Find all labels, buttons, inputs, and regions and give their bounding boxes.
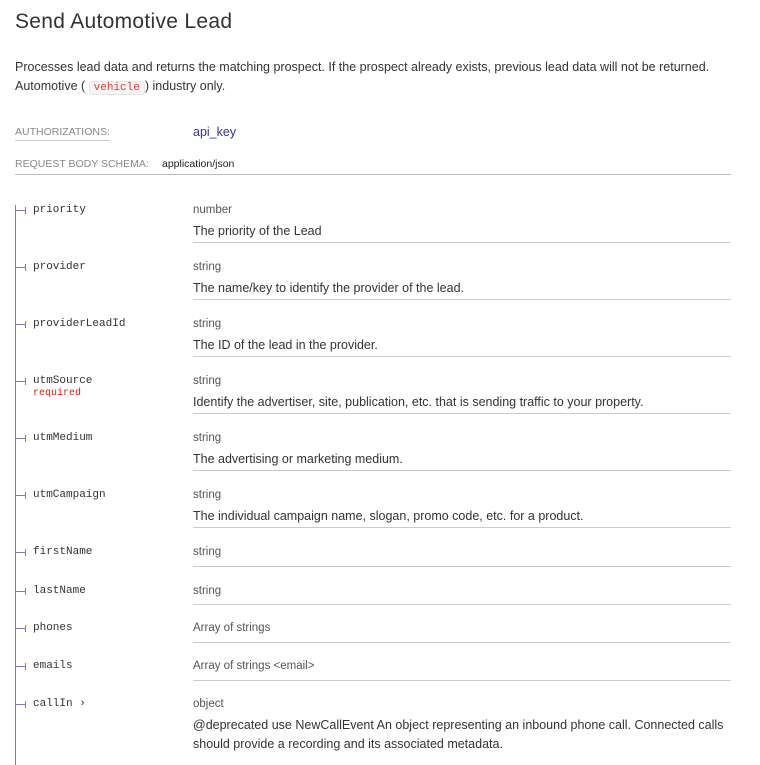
field-name: emails	[15, 660, 73, 672]
field-type: string	[193, 432, 222, 444]
page-title: Send Automotive Lead	[15, 10, 233, 33]
row-divider	[193, 470, 731, 471]
field-type: Array of strings <email>	[193, 660, 315, 672]
row-divider	[193, 604, 731, 605]
field-name: lastName	[15, 585, 86, 597]
field-type: string	[193, 318, 222, 330]
field-type: string	[193, 375, 222, 387]
field-description: The ID of the lead in the provider.	[193, 338, 378, 352]
authorizations-label: AUTHORIZATIONS:	[15, 126, 110, 141]
field-description: @deprecated use NewCallEvent An object representing an inbound phone call. Connected calls should provide a recording and its associated metadata.	[193, 718, 724, 751]
auth-api-key-link[interactable]: api_key	[193, 125, 237, 139]
row-divider	[193, 413, 731, 414]
row-divider	[193, 566, 731, 567]
desc-text-end: ) industry only.	[144, 79, 226, 93]
field-name: providerLeadId	[15, 318, 125, 330]
field-name: priority	[15, 204, 86, 216]
divider	[15, 174, 731, 175]
request-body-label: REQUEST BODY SCHEMA:	[15, 158, 149, 170]
field-type: string	[193, 261, 222, 273]
field-name: phones	[15, 622, 73, 634]
field-type: number	[193, 204, 232, 216]
field-type: string	[193, 585, 222, 597]
field-description: The advertising or marketing medium.	[193, 452, 403, 466]
endpoint-description	[15, 58, 735, 98]
field-description: The individual campaign name, slogan, promo code, etc. for a product.	[193, 509, 584, 523]
required-badge: required	[33, 388, 82, 399]
field-type: string	[193, 546, 222, 558]
row-divider	[193, 356, 731, 357]
code-vehicle: vehicle	[89, 81, 145, 95]
row-divider	[193, 242, 731, 243]
field-name: utmCampaign	[15, 489, 106, 501]
row-divider	[193, 527, 731, 528]
row-divider	[193, 642, 731, 643]
field-type: object	[193, 698, 224, 710]
field-description: Identify the advertiser, site, publication, etc. that is sending traffic to your property.	[193, 395, 644, 409]
field-name: utmSource	[15, 375, 92, 387]
field-name: utmMedium	[15, 432, 92, 444]
field-name: provider	[15, 261, 86, 273]
row-divider	[193, 680, 731, 681]
field-name[interactable]: callIn ›	[15, 698, 86, 710]
field-type: Array of strings	[193, 622, 271, 634]
tree-line	[15, 205, 16, 765]
desc-text: Processes lead data and returns the matching prospect. If the prospect already exists, previous lead data will not be returned. Automotive (	[15, 60, 710, 93]
field-description: The priority of the Lead	[193, 224, 322, 238]
field-description: The name/key to identify the provider of the lead.	[193, 281, 464, 295]
content-type: application/json	[162, 158, 235, 170]
field-type: string	[193, 489, 222, 501]
row-divider	[193, 299, 731, 300]
field-name: firstName	[15, 546, 92, 558]
